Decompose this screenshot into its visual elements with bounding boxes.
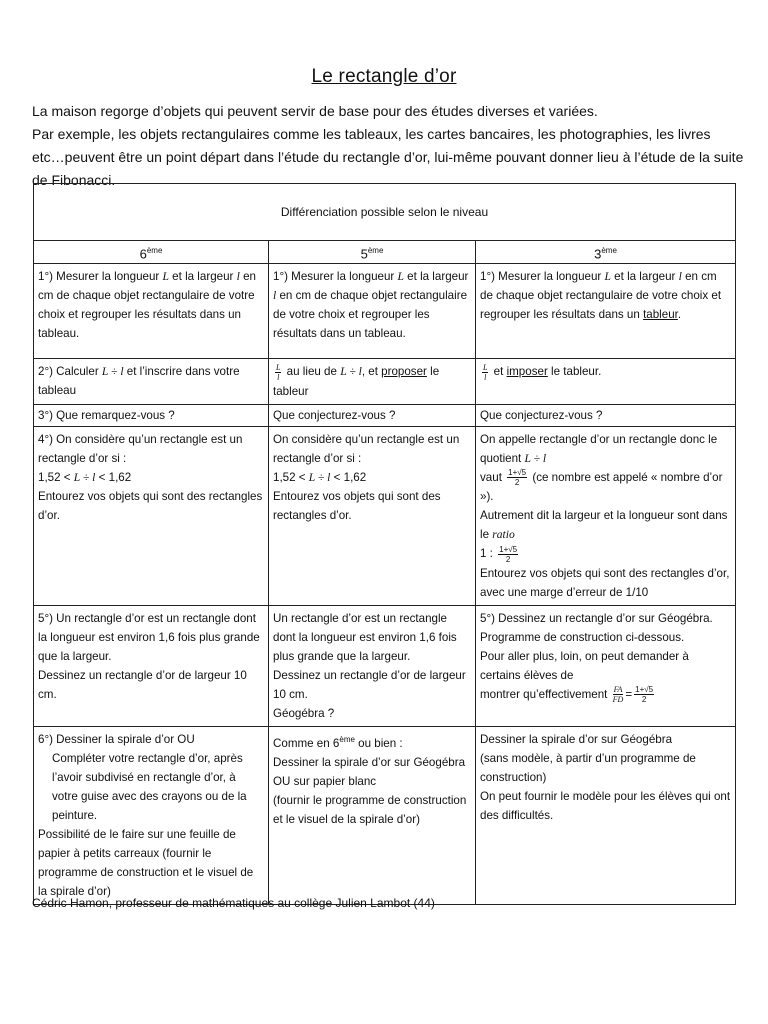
fraction-fa-fd: $\frac{FA}{FD}$	[612, 685, 624, 705]
cell-3eme-step3: Que conjecturez-vous ?	[476, 404, 736, 426]
cell-6eme-step2: 2°) Calculer L ÷ l et l’inscrire dans votre tableau	[34, 359, 269, 404]
cell-6eme-step3: 3°) Que remarquez-vous ?	[34, 404, 269, 426]
fraction-golden: $\frac{1+√5}{2}$	[499, 544, 518, 564]
table-row	[34, 404, 736, 426]
cell-5eme-step3: Que conjecturez-vous ?	[269, 404, 476, 426]
intro-paragraph-1: La maison regorge d’objets qui peuvent servir de base pour des études diverses et variées.	[32, 103, 598, 119]
table-header: Différenciation possible selon le niveau	[34, 184, 736, 241]
cell-3eme-step5: 5°) Dessinez un rectangle d’or sur Géogébra. Programme de construction ci-dessous. Pour aller plus, loin, on peut demander à certains élèves de montrer qu’effectivement $\frac{FA}{FD}$ = $\frac{1+√5}{2}$	[476, 605, 736, 726]
cell-6eme-step1: 1°) Mesurer la longueur L et la largeur l en cm de chaque objet rectangulaire de votre choix et regrouper les résultats dans un tableau.	[34, 264, 269, 359]
cell-5eme-step5: Un rectangle d’or est un rectangle dont la longueur est environ 1,6 fois plus grande que la largeur. Dessinez un rectangle d’or de largeur 10 cm. Géogébra ?	[269, 605, 476, 726]
cell-5eme-step4: On considère qu’un rectangle est un rectangle d’or si : 1,52 < L ÷ l < 1,62 Entourez vos objets qui sont des rectangles d’or.	[269, 426, 476, 605]
page-title: Le rectangle d’or	[311, 66, 457, 87]
cell-3eme-step4: On appelle rectangle d’or un rectangle donc le quotient L ÷ l vaut $\frac{1+√5}{2}$ (ce nombre est appelé « nombre d’or »). Autrement dit la largeur et la longueur sont dans le ratio 1 : $\frac{1+√5}{2}$ Entourez vos objets qui sont des rectangles d’or, avec une marge d’erreur de 1/10	[476, 426, 736, 605]
fraction-l-over-l: $\frac{L}{l}$	[483, 362, 488, 382]
cell-6eme-step5: 5°) Un rectangle d’or est un rectangle dont la longueur est environ 1,6 fois plus grande que la largeur. Dessinez un rectangle d’or de largeur 10 cm.	[34, 605, 269, 726]
cell-3eme-step6: Dessiner la spirale d’or sur Géogébra (sans modèle, à partir d’un programme de construction) On peut fournir le modèle pour les élèves qui ont des difficultés.	[476, 726, 736, 904]
author-credit: Cédric Hamon, professeur de mathématiques au collège Julien Lambot (44)	[32, 896, 435, 910]
cell-6eme-step4: 4°) On considère qu’un rectangle est un rectangle d’or si : 1,52 < L ÷ l < 1,62 Entourez vos objets qui sont des rectangles d’or.	[34, 426, 269, 605]
cell-3eme-step2: $\frac{L}{l}$ et imposer le tableur.	[476, 359, 736, 404]
table-row	[34, 359, 736, 404]
cell-3eme-step1: 1°) Mesurer la longueur L et la largeur l en cm de chaque objet rectangulaire de votre choix et regrouper les résultats dans un tableur.	[476, 264, 736, 359]
level-5eme: 5ème	[269, 241, 476, 264]
cell-5eme-step1: 1°) Mesurer la longueur L et la largeur l en cm de chaque objet rectangulaire de votre choix et regrouper les résultats dans un tableau.	[269, 264, 476, 359]
table-row	[34, 726, 736, 904]
table-row	[34, 605, 736, 726]
intro-text	[32, 100, 744, 192]
intro-paragraph-2: Par exemple, les objets rectangulaires comme les tableaux, les cartes bancaires, les photographies, les livres etc…peuvent être un point départ dans l’étude du rectangle d’or, lui-même pouvant donner lieu à l’étude de la suite de Fibonacci.	[32, 126, 744, 188]
table-row	[34, 426, 736, 605]
fraction-golden: $\frac{1+√5}{2}$	[508, 468, 527, 488]
differentiation-table	[33, 183, 736, 905]
fraction-golden: $\frac{1+√5}{2}$	[635, 685, 654, 705]
level-6eme: 6ème	[34, 241, 269, 264]
table-row	[34, 264, 736, 359]
cell-5eme-step6: Comme en 6ème ou bien : Dessiner la spirale d’or sur Géogébra OU sur papier blanc (fournir le programme de construction et le visuel de la spirale d’or)	[269, 726, 476, 904]
level-3eme: 3ème	[476, 241, 736, 264]
fraction-l-over-l: $\frac{L}{l}$	[276, 362, 281, 382]
cell-5eme-step2: $\frac{L}{l}$ au lieu de L ÷ l, et proposer le tableur	[269, 359, 476, 404]
cell-6eme-step6: 6°) Dessiner la spirale d’or OU Compléter votre rectangle d’or, après l’avoir subdivisé en rectangle d’or, à votre guise avec des crayons ou de la peinture. Possibilité de le faire sur une feuille de papier à petits carreaux (fournir le programme de construction et le visuel de la spirale d’or)	[34, 726, 269, 904]
